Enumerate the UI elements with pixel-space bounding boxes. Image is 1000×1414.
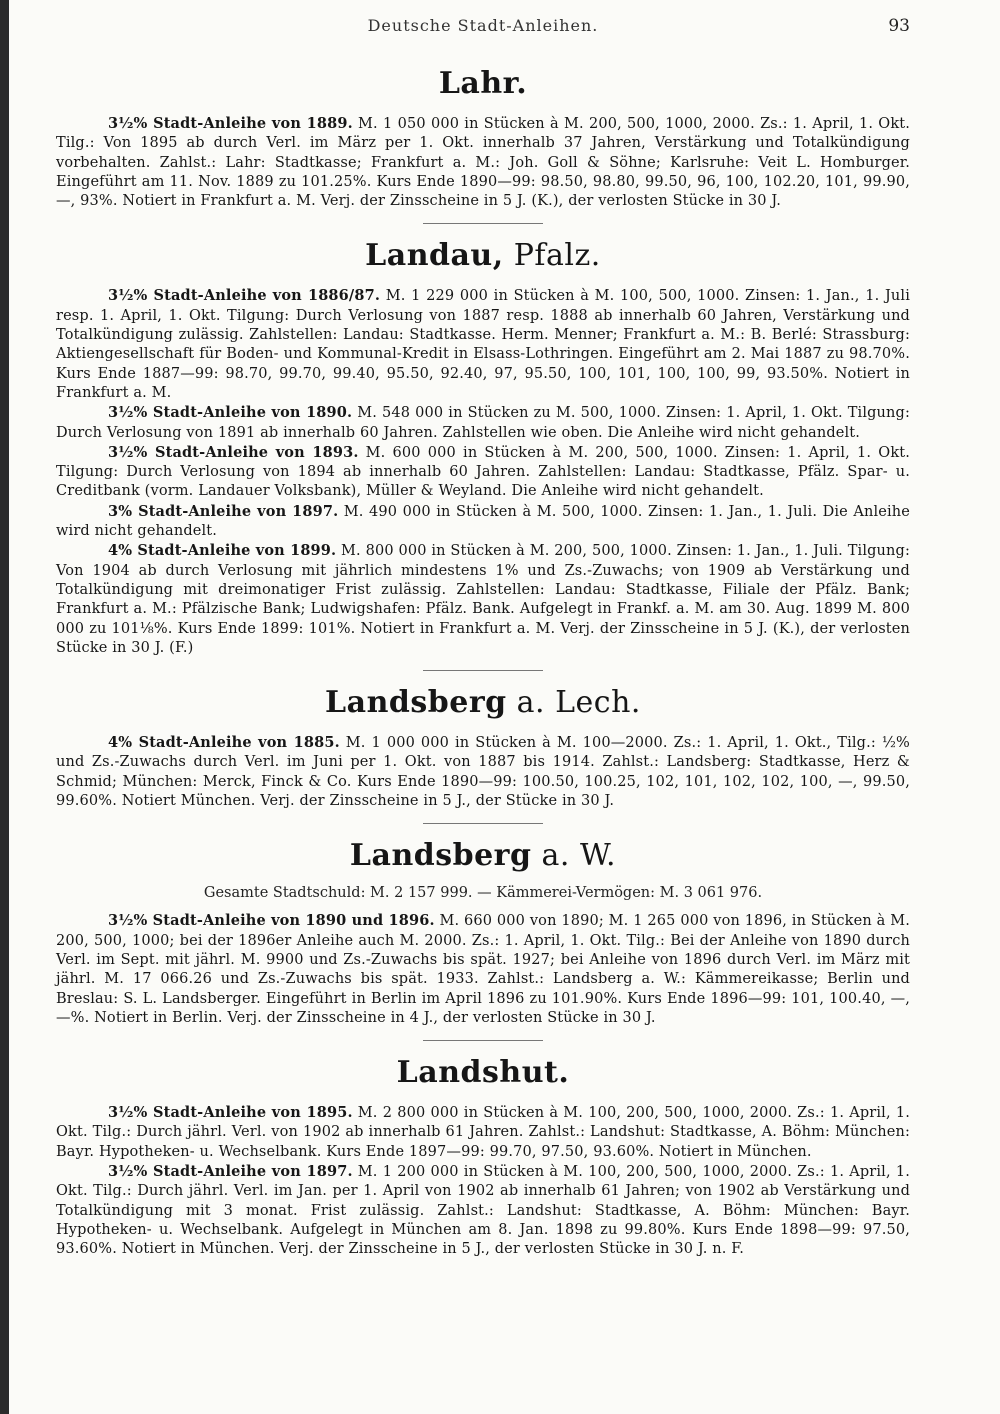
loan-heading: 4% Stadt-Anleihe von 1885. [108,734,340,752]
section-divider [423,823,543,824]
loan-heading: 3½% Stadt-Anleihe von 1890. [108,404,353,422]
city-name: Landshut. [396,1055,570,1091]
loan-details: M. 1 200 000 in Stücken à M. 100, 200, 500, 1000, 2000. Zs.: 1. April, 1. Okt. Tilg.: Durch jährl. Verl. im Jan. per 1. April von 1902 ab innerhalb 61 Jahren; von 1902 ab Verstärkung und Totalkündigung mit 3 monat. Frist zulässig. Zahlst.: Landshut: Stadtkasse, A. Böhm: München: Bayr. Hypotheken- u. Wechselbank. Aufgelegt in München am 8. Jan. 1898 zu 99.80%. Kurs Ende 1898—99: 97.50, 93.60%. Notiert in München. Verj. der Zinsscheine in 5 J., der verlosten Stücke in 30 J. n. F. [56,1163,910,1258]
city-name: Landsberg [349,838,532,874]
section-divider [423,670,543,671]
loan-heading: 3½% Stadt-Anleihe von 1890 und 1896. [108,912,435,930]
loan-details: M. 490 000 in Stücken à M. 500, 1000. Zinsen: 1. Jan., 1. Juli. Die Anleihe wird nicht gehandelt. [56,503,910,540]
loan-entry [56,541,910,658]
loan-heading: 3½% Stadt-Anleihe von 1889. [108,115,353,132]
loan-entry [56,443,910,502]
section-divider [423,1040,543,1041]
section-divider [423,223,543,224]
city-name: Landau, [365,238,504,274]
city-suffix: a. W. [531,838,617,874]
city-suffix: Pfalz. [503,238,601,274]
loan-entry [56,1103,910,1162]
city-name: Lahr. [438,66,528,101]
loan-details: M. 2 800 000 in Stücken à M. 100, 200, 500, 1000, 2000. Zs.: 1. April, 1. Okt. Tilg.: Durch jährl. Verl. von 1902 ab innerhalb 61 Jahren. Zahlst.: Landshut: Stadtkasse, A. Böhm: München: Bayr. Hypotheken- u. Wechselbank. Kurs Ende 1897—99: 99.70, 97.50, 93.60%. Notiert in München. [56,1105,910,1160]
loan-entry [56,403,910,443]
city-heading [56,838,910,874]
loan-details: M. 600 000 in Stücken à M. 200, 500, 1000. Zinsen: 1. April, 1. Okt. Tilgung: Durch Verlosung von 1894 ab innerhalb 60 Jahren. Zahlstellen: Landau: Stadtkasse, Pfälz. Spar- u. Creditbank (vorm. Landauer Volksbank), Müller & Weyland. Die Anleihe wird nicht gehandelt. [56,444,910,500]
loan-entry [56,911,910,1028]
city-heading [56,1055,910,1091]
loan-heading: 3% Stadt-Anleihe von 1897. [108,502,339,520]
loan-details: M. 1 000 000 in Stücken à M. 100—2000. Zs.: 1. April, 1. Okt., Tilg.: ½% und Zs.-Zuwachs durch Verl. im Juni per 1. Okt. von 1887 bis 1914. Zahlst.: Landsberg: Stadtkasse, Herz & Schmid; München: Merck, Finck & Co. Kurs Ende 1890—99: 100.50, 100.25, 102, 101, 102, 102, 100, —, 99.50, 99.60%. Notiert München. Verj. der Zinsscheine in 5 J., der Stücke in 30 J. [56,735,910,810]
page-content [56,60,910,1259]
city-heading [56,238,910,274]
city-section [56,838,910,1028]
city-name: Landsberg [325,685,507,721]
loan-entry [56,1162,910,1259]
loan-entry [56,502,910,542]
city-debt-summary: Gesamte Stadtschuld: M. 2 157 999. — Kämmerei-Vermögen: M. 3 061 976. [203,885,763,902]
loan-heading: 3½% Stadt-Anleihe von 1886/87. [108,287,381,305]
loan-entry [56,286,910,403]
city-section [56,66,910,211]
city-section [56,1055,910,1259]
loan-entry [56,114,910,211]
loan-details: M. 660 000 von 1890; M. 1 265 000 von 1896, in Stücken à M. 200, 500, 1000; bei der 1896er Anleihe auch M. 2000. Zs.: 1. April, 1. Okt. Tilg.: Bei der Anleihe von 1890 durch Verl. im Sept. mit jährl. M. 9900 und Zs.-Zuwachs bis spät. 1927; bei Anleihe von 1896 durch Verl. im März mit jährl. M. 17 066.26 und Zs.-Zuwachs bis spät. 1933. Zahlst.: Landsberg a. W.: Kämmereikasse; Berlin und Breslau: S. L. Landsberger. Eingeführt in Berlin im April 1896 zu 101.90%. Kurs Ende 1896—99: 101, 100.40, —, —%. Notiert in Berlin. Verj. der Zinsscheine in 4 J., der verlosten Stücke in 30 J. [56,913,910,1026]
running-title: Deutsche Stadt-Anleihen. [367,16,599,35]
loan-details: M. 548 000 in Stücken zu M. 500, 1000. Zinsen: 1. April, 1. Okt. Tilgung: Durch Verlosung von 1891 ab innerhalb 60 Jahren. Zahlstellen wie oben. Die Anleihe wird nicht gehandelt. [56,405,910,441]
city-section [56,685,910,811]
loan-heading: 3½% Stadt-Anleihe von 1897. [108,1162,353,1180]
scan-edge [0,0,9,1414]
city-heading [56,685,910,721]
loan-details: M. 800 000 in Stücken à M. 200, 500, 1000. Zinsen: 1. Jan., 1. Juli. Tilgung: Von 1904 ab durch Verlosung mit jährlich mindestens 1% und Zs.-Zuwachs; von 1909 ab Verstärkung und Totalkündigung mit dreimonatiger Frist zulässig. Zahlstellen: Landau: Stadtkasse, Filiale der Pfälz. Bank; Frankfurt a. M.: Pfälzische Bank; Ludwigshafen: Pfälz. Bank. Aufgelegt in Frankf. a. M. am 30. Aug. 1899 M. 800 000 zu 101⅛%. Kurs Ende 1899: 101%. Notiert in Frankfurt a. M. Verj. der Zinsscheine in 5 J. (K.), der verlosten Stücke in 30 J. (F.) [56,543,910,656]
loan-details: M. 1 229 000 in Stücken à M. 100, 500, 1000. Zinsen: 1. Jan., 1. Juli resp. 1. April, 1. Okt. Tilgung: Durch Verlosung von 1887 resp. 1888 ab innerhalb 60 Jahren, Verstärkung und Totalkündigung zulässig. Zahlstellen: Landau: Stadtkasse. Herm. Menner; Frankfurt a. M.: B. Berlé: Strassburg: Aktiengesellschaft für Boden- und Kommunal-Kredit in Elsass-Lothringen. Eingeführt am 2. Mai 1887 zu 98.70%. Kurs Ende 1887—99: 98.70, 99.70, 99.40, 95.50, 92.40, 97, 95.50, 100, 101, 100, 100, 99, 93.50%. Notiert in Frankfurt a. M. [56,288,911,401]
page-header [56,16,910,40]
loan-details: M. 1 050 000 in Stücken à M. 200, 500, 1000, 2000. Zs.: 1. April, 1. Okt. Tilg.: Von 1895 ab durch Verl. im März per 1. Okt. innerhalb 37 Jahren, Verstärkung und Totalkündigung vorbehalten. Zahlst.: Lahr: Stadtkasse; Frankfurt a. M.: Joh. Goll & Söhne; Karlsruhe: Veit L. Homburger. Eingeführt am 11. Nov. 1889 zu 101.25%. Kurs Ende 1890—99: 98.50, 98.80, 99.50, 96, 100, 102.20, 101, 99.90, —, 93%. Notiert in Frankfurt a. M. Verj. der Zinsscheine in 5 J. (K.), der verlosten Stücke in 30 J. [56,116,910,210]
city-suffix: a. Lech. [506,685,641,721]
city-heading [56,66,910,102]
loan-heading: 4% Stadt-Anleihe von 1899. [108,542,337,560]
loan-entry [56,733,910,811]
page-number: 93 [888,16,910,36]
loan-heading: 3½% Stadt-Anleihe von 1895. [108,1104,353,1122]
city-section [56,238,910,658]
loan-heading: 3½% Stadt-Anleihe von 1893. [108,443,359,461]
